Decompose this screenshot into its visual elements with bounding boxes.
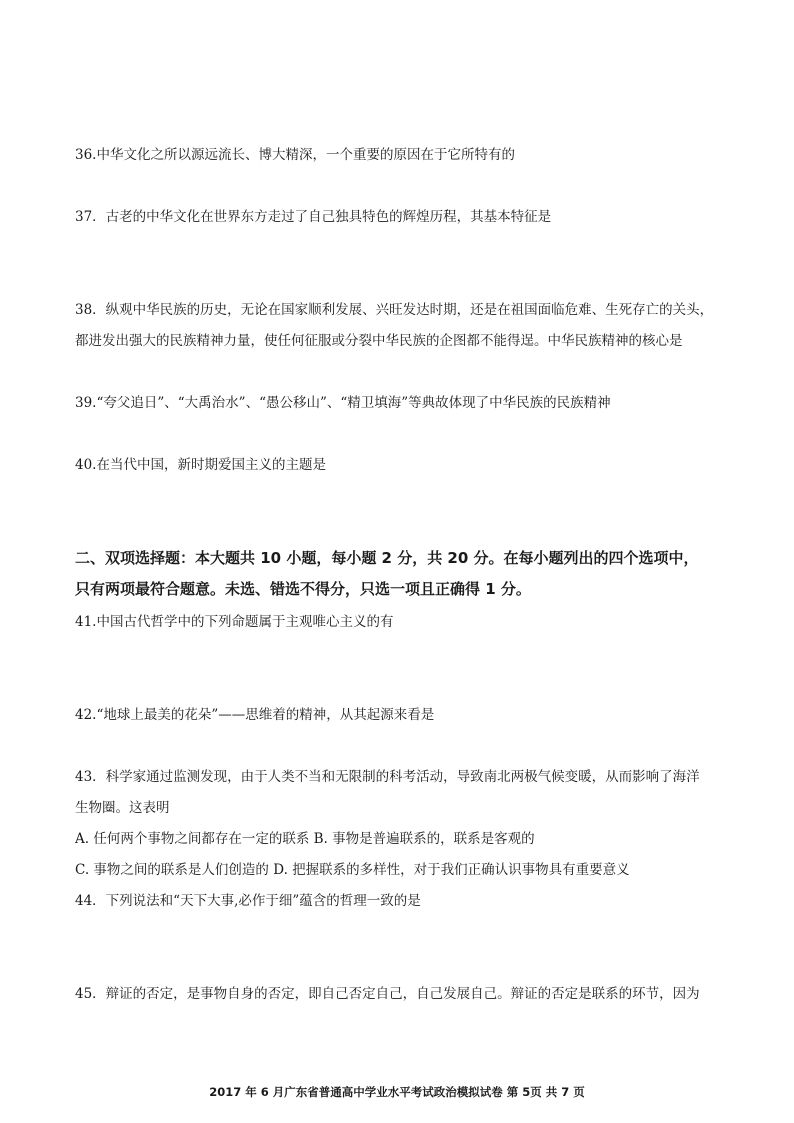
q40-stem: 40.在当代中国，新时期爱国主义的主题是 bbox=[75, 457, 326, 473]
q43-stem-line2: 生物圈。这表明 bbox=[75, 800, 170, 816]
section-heading-line1: 二、双项选择题：本大题共 10 小题，每小题 2 分，共 20 分。在每小题列出的四个选项中， bbox=[75, 549, 699, 567]
q42-stem: 42.“地球上最美的花朵”——思维着的精神，从其起源来看是 bbox=[75, 707, 435, 723]
q43-stem-line1: 43．科学家通过监测发现，由于人类不当和无限制的科考活动，导致南北两极气候变暖，从而影响了海洋 bbox=[75, 769, 700, 785]
q36-stem: 36.中华文化之所以源远流长、博大精深，一个重要的原因在于它所特有的 bbox=[75, 147, 515, 163]
q45-stem: 45．辩证的否定，是事物自身的否定，即自己否定自己，自己发展自己。辩证的否定是联系的环节，因为 bbox=[75, 986, 700, 1002]
section-heading-line2: 只有两项最符合题意。未选、错选不得分，只选一项且正确得 1 分。 bbox=[75, 580, 531, 598]
page-footer: 2017 年 6 月广东省普通高中学业水平考试政治模拟试卷 第 5页 共 7 页 bbox=[209, 1085, 585, 1099]
q38-stem-line1: 38．纵观中华民族的历史，无论在国家顺利发展、兴旺发达时期，还是在祖国面临危难、生死存亡的关头， bbox=[75, 302, 714, 318]
q44-stem: 44．下列说法和“天下大事,必作于细”蕴含的哲理一致的是 bbox=[75, 893, 421, 909]
q39-stem: 39.“夸父追日”、“大禹治水”、“愚公移山”、“精卫填海”等典故体现了中华民族的民族精神 bbox=[75, 395, 611, 411]
q43-options-line1: A. 任何两个事物之间都存在一定的联系 B. 事物是普遍联系的，联系是客观的 bbox=[75, 831, 535, 847]
q43-options-line2: C. 事物之间的联系是人们创造的 D. 把握联系的多样性，对于我们正确认识事物具有重要意义 bbox=[75, 862, 630, 878]
q41-stem: 41.中国古代哲学中的下列命题属于主观唯心主义的有 bbox=[75, 614, 394, 630]
q37-stem: 37．古老的中华文化在世界东方走过了自己独具特色的辉煌历程，其基本特征是 bbox=[75, 209, 552, 225]
q38-stem-line2: 都进发出强大的民族精神力量，使任何征服或分裂中华民族的企图都不能得逞。中华民族精神的核心是 bbox=[75, 333, 683, 349]
